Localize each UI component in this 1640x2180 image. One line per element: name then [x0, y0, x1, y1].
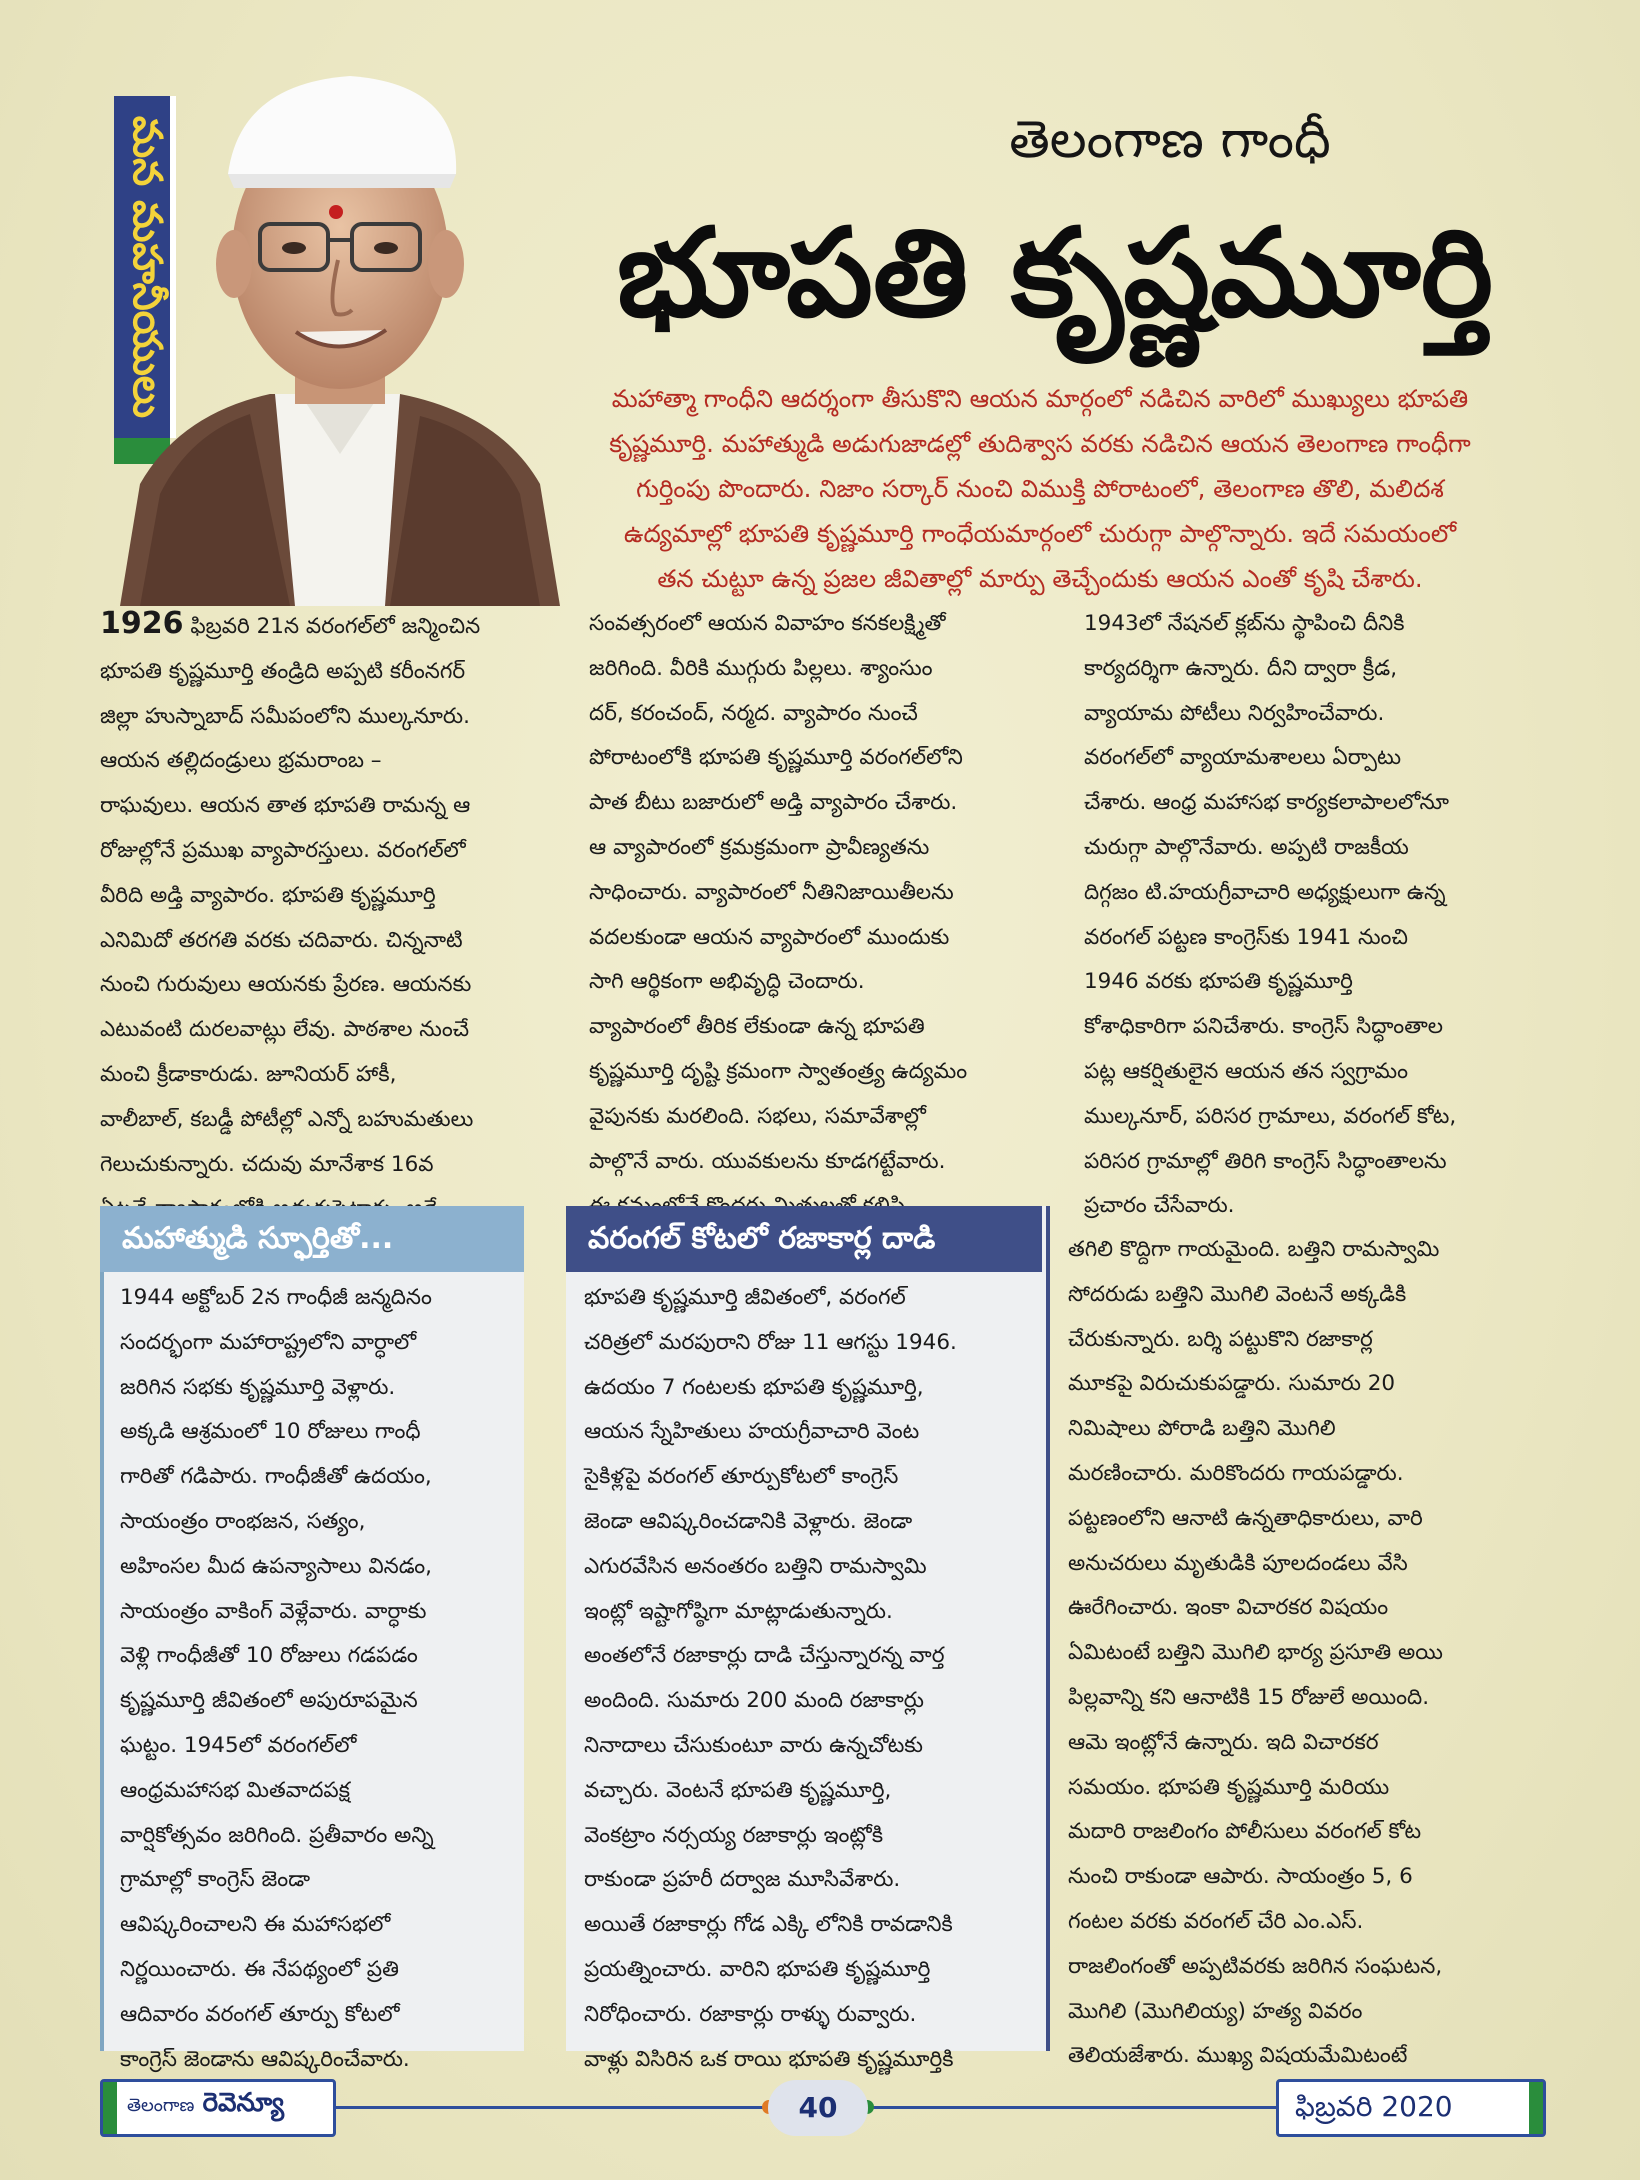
text-line: మదారి రాజలింగం పోలీసులు వరంగల్ కోట	[1068, 1819, 1422, 1845]
text-line: ఆవిష్కరించాలని ఈ మహాసభలో	[120, 1912, 391, 1938]
text-line: ఏమిటంటే బత్తిని మొగిలి భార్య ప్రసూతి అయి	[1068, 1640, 1443, 1666]
portrait-photo	[100, 64, 570, 606]
text-line: సంవత్సరంలో ఆయన వివాహం కనకలక్ష్మితో	[589, 611, 946, 636]
text-line: రోజుల్లోనే ప్రముఖ వ్యాపారస్తులు. వరంగల్‌లో	[100, 837, 466, 863]
text-line	[100, 602, 570, 650]
text-line: గ్రామాల్లో కాంగ్రెస్ జెండా	[120, 1867, 311, 1893]
text-line: గెలుచుకున్నారు. చదువు మానేశాక 16వ	[100, 1151, 434, 1177]
text-line: 1943లో నేషనల్ క్లబ్‌ను స్థాపించి దీనికి	[1084, 611, 1405, 636]
text-line: రాజలింగంతో అప్పటివరకు జరిగిన సంఘటన,	[1068, 1953, 1443, 1979]
text-line: వరంగల్‌లో వ్యాయామశాలలు ఏర్పాటు	[1084, 745, 1402, 771]
text-line: ముల్కనూర్, పరిసర గ్రామాలు, వరంగల్ కోట,	[1084, 1103, 1457, 1129]
text-line: వచ్చారు. వెంటనే భూపతి కృష్ణమూర్తి,	[584, 1777, 892, 1803]
text-line: చేశారు. ఆంధ్ర మహాసభ కార్యకలాపాలలోనూ	[1084, 790, 1449, 816]
text-line: జెండా ఆవిష్కరించడానికి వెళ్లారు. జెండా	[584, 1508, 913, 1534]
text-line: ఘట్టం. 1945లో వరంగల్‌లో	[120, 1732, 357, 1758]
text-line: ప్రయత్నించారు. వారిని భూపతి కృష్ణమూర్తి	[584, 1956, 931, 1982]
drop-year: 1926	[100, 606, 184, 641]
text-line: పట్ల ఆకర్షితులైన ఆయన తన స్వగ్రామం	[1084, 1058, 1409, 1084]
text-line: అయితే రజాకార్లు గోడ ఎక్కి లోనికి రావడానికి	[584, 1912, 953, 1938]
footer-accent	[1529, 2082, 1543, 2134]
intro-line: ఉద్యమాల్లో భూపతి కృష్ణమూర్తి గాంధేయమార్గంలో చురుగ్గా పాల్గొన్నారు. ఇదే సమయంలో	[623, 519, 1457, 548]
text-line: నుంచి రాకుండా ఆపారు. సాయంత్రం 5, 6	[1068, 1864, 1413, 1890]
text-line: గంటల వరకు వరంగల్ చేరి ఎం.ఎస్.	[1068, 1908, 1364, 1934]
text-line: వార్షికోత్సవం జరిగింది. ప్రతీవారం అన్ని	[120, 1822, 434, 1848]
text-line: సమయం. భూపతి కృష్ణమూర్తి మరియు	[1068, 1774, 1390, 1800]
body-column-2	[589, 602, 1049, 1229]
text-line: కార్యదర్శిగా ఉన్నారు. దీని ద్వారా క్రీడ,	[1084, 655, 1398, 681]
text-line: వాలీబాల్, కబడ్డీ పోటీల్లో ఎన్నో బహుమతులు	[100, 1106, 474, 1132]
text-line: ఆమె ఇంట్లోనే ఉన్నారు. ఇది విచారకర	[1068, 1729, 1379, 1755]
text-line: ఆంధ్రమహాసభ మితవాదపక్ష	[120, 1777, 350, 1803]
text-line: కాంగ్రెస్ జెండాను ఆవిష్కరించేవారు.	[120, 2046, 410, 2072]
text-line: సందర్భంగా మహారాష్ట్రలోని వార్ధాలో	[120, 1329, 417, 1355]
box-heading-inspiration: మహాత్ముడి స్ఫూర్తితో...	[100, 1206, 524, 1272]
text-line: ఎనిమిదో తరగతి వరకు చదివారు. చిన్ననాటి	[100, 927, 463, 953]
text-line: పట్టణంలోని ఆనాటి ఉన్నతాధికారులు, వారి	[1068, 1505, 1423, 1531]
text-line: అంతలోనే రజాకార్లు దాడి చేస్తున్నారన్న వార్త	[584, 1643, 945, 1669]
text-line: వీరిది అడ్తి వ్యాపారం. భూపతి కృష్ణమూర్తి	[100, 882, 436, 908]
intro-line: కృష్ణమూర్తి. మహాత్ముడి అడుగుజాడల్లో తుదిశ్వాస వరకు నడిచిన ఆయన తెలంగాణ గాంధీగా	[609, 429, 1471, 458]
footer-accent	[103, 2082, 117, 2134]
text-line: పోరాటంలోకి భూపతి కృష్ణమూర్తి వరంగల్‌లోని	[589, 745, 963, 771]
intro-line: మహాత్మా గాంధీని ఆదర్శంగా తీసుకొని ఆయన మార్గంలో నడిచిన వారిలో ముఖ్యులు భూపతి	[611, 384, 1469, 413]
text-line: పరిసర గ్రామాల్లో తిరిగి కాంగ్రెస్ సిద్ధాంతాలను	[1084, 1148, 1447, 1174]
text-line: ఇంట్లో ఇష్టాగోష్ఠిగా మాట్లాడుతున్నారు.	[584, 1598, 893, 1624]
text-line: ఆదివారం వరంగల్ తూర్పు కోటలో	[120, 2001, 400, 2027]
body-column-3-continued	[1068, 1228, 1528, 2079]
text-line: దిగ్గజం టి.హయగ్రీవాచారి అధ్యక్షులుగా ఉన్న	[1084, 879, 1446, 905]
text-line: వాళ్లు విసిరిన ఒక రాయి భూపతి కృష్ణమూర్తికి	[584, 2046, 954, 2072]
text-line: వెంకట్రాం నర్సయ్య రజాకార్లు ఇంట్లోకి	[584, 1822, 884, 1848]
text-line: గారితో గడిపారు. గాంధీజీతో ఉదయం,	[120, 1464, 432, 1490]
magazine-big: రెవెన్యూ	[202, 2088, 285, 2118]
text-line: సాయంత్రం వాకింగ్ వెళ్లేవారు. వార్ధాకు	[120, 1598, 427, 1624]
box-text-inspiration	[120, 1276, 524, 2082]
text-line: ప్రచారం చేసేవారు.	[1084, 1193, 1235, 1219]
text-line: మొగిలి (మొగిలియ్య) హత్య వివరం	[1068, 1998, 1363, 2024]
text-line: ఆ వ్యాపారంలో క్రమక్రమంగా ప్రావీణ్యతను	[589, 834, 930, 860]
text-line: ఆయన తల్లిదండ్రులు భ్రమరాంబ –	[100, 748, 382, 774]
issue-date-text: ఫిబ్రవరి 2020	[1295, 2090, 1453, 2123]
text-line: అహింసల మీద ఉపన్యాసాలు వినడం,	[120, 1553, 433, 1579]
text-line: జరిగింది. వీరికి ముగ్గురు పిల్లలు. శ్యాంసుం	[589, 655, 933, 681]
text-line: దర్, కరంచంద్, నర్మద. వ్యాపారం నుంచే	[589, 700, 918, 726]
page-number: 40	[768, 2080, 868, 2136]
text-line: నిర్ణయించారు. ఈ నేపథ్యంలో ప్రతి	[120, 1956, 399, 1982]
text-line: తెలియజేశారు. ముఖ్య విషయమేమిటంటే	[1068, 2043, 1408, 2069]
text-line: మూకపై విరుచుకుపడ్డారు. సుమారు 20	[1068, 1371, 1396, 1397]
text-line: 1946 వరకు భూపతి కృష్ణమూర్తి	[1084, 969, 1353, 995]
page-title: భూపతి కృష్ణమూర్తి	[616, 202, 1494, 344]
box-heading-razakar-attack: వరంగల్ కోటలో రజాకార్ల దాడి	[566, 1206, 1042, 1272]
intro-paragraph	[566, 376, 1514, 601]
text-line: వదలకుండా ఆయన వ్యాపారంలో ముందుకు	[589, 924, 950, 950]
text-line: నిరోధించారు. రజాకార్లు రాళ్ళు రువ్వారు.	[584, 2001, 917, 2027]
text-line: వరంగల్ పట్టణ కాంగ్రెస్‌కు 1941 నుంచి	[1084, 924, 1408, 950]
text-line: నిమిషాలు పోరాడి బత్తిని మొగిలి	[1068, 1416, 1336, 1442]
text-line: జరిగిన సభకు కృష్ణమూర్తి వెళ్లారు.	[120, 1374, 396, 1400]
intro-line: గుర్తింపు పొందారు. నిజాం సర్కార్ నుంచి విముక్తి పోరాటంలో, తెలంగాణ తొలి, మలిదశ	[636, 474, 1444, 503]
text-line: చరిత్రలో మరపురాని రోజు 11 ఆగస్టు 1946.	[584, 1329, 957, 1355]
footer-issue-date	[1276, 2079, 1546, 2137]
intro-line: తన చుట్టూ ఉన్న ప్రజల జీవితాల్లో మార్పు తెచ్చేందుకు ఆయన ఎంతో కృషి చేశారు.	[657, 564, 1423, 593]
text-line: సాగి ఆర్థికంగా అభివృద్ధి చెందారు.	[589, 969, 865, 995]
body-column-3	[1084, 602, 1524, 1229]
text-line: 1944 అక్టోబర్ 2న గాంధీజీ జన్మదినం	[120, 1285, 432, 1310]
text-line: భూపతి కృష్ణమూర్తి జీవితంలో, వరంగల్	[584, 1285, 906, 1310]
text-line: అందింది. సుమారు 200 మంది రజాకార్లు	[584, 1688, 924, 1714]
text-line: ఉదయం 7 గంటలకు భూపతి కృష్ణమూర్తి,	[584, 1374, 924, 1400]
text-line: రాకుండా ప్రహరీ దర్వాజ మూసివేశారు.	[584, 1867, 901, 1893]
section-tag-text: మన మహనీయులు	[124, 115, 170, 419]
text-line: రాఘవులు. ఆయన తాత భూపతి రామన్న ఆ	[100, 793, 471, 819]
text-line: సాయంత్రం రాంభజన, సత్యం,	[120, 1508, 366, 1534]
first-line-text: ఫిబ్రవరి 21న వరంగల్‌లో జన్మించిన	[183, 614, 481, 639]
text-line: తగిలి కొద్దిగా గాయమైంది. బత్తిని రామస్వామి	[1068, 1237, 1440, 1262]
text-line: మంచి క్రీడాకారుడు. జూనియర్ హాకీ,	[100, 1061, 397, 1087]
text-line: చేరుకున్నారు. బర్శి పట్టుకొని రజాకార్ల	[1068, 1326, 1373, 1352]
text-line: కృష్ణమూర్తి జీవితంలో అపురూపమైన	[120, 1688, 418, 1714]
text-line: పాత బీటు బజారులో అడ్తి వ్యాపారం చేశారు.	[589, 790, 958, 816]
text-line: పిల్లవాన్ని కని ఆనాటికి 15 రోజులే అయింది.	[1068, 1684, 1430, 1710]
text-line: భూపతి కృష్ణమూర్తి తండ్రిది అప్పటి కరీంనగర్	[100, 658, 466, 684]
text-line: వెళ్లి గాంధీజీతో 10 రోజులు గడపడం	[120, 1643, 418, 1669]
footer-magazine-name	[100, 2079, 336, 2137]
box-text-razakar-attack	[584, 1276, 1044, 2082]
text-line: చురుగ్గా పాల్గొనేవారు. అప్పటి రాజకీయ	[1084, 834, 1409, 860]
footer-magazine-text	[127, 2088, 284, 2124]
text-line: కృష్ణమూర్తి దృష్టి క్రమంగా స్వాతంత్ర్య ఉద్యమం	[589, 1058, 968, 1084]
text-line: సాధించారు. వ్యాపారంలో నీతినిజాయితీలను	[589, 879, 954, 905]
text-line: ఎటువంటి దురలవాట్లు లేవు. పాఠశాల నుంచే	[100, 1017, 470, 1043]
kicker-title: తెలంగాణ గాంధీ	[1009, 110, 1331, 170]
text-line: అక్కడి ఆశ్రమంలో 10 రోజులు గాంధీ	[120, 1419, 421, 1445]
text-line: వ్యాపారంలో తీరిక లేకుండా ఉన్న భూపతి	[589, 1014, 925, 1040]
text-line: నుంచి గురువులు ఆయనకు ప్రేరణ. ఆయనకు	[100, 972, 472, 998]
text-line: కోశాధికారిగా పనిచేశారు. కాంగ్రెస్ సిద్ధాంతాల	[1084, 1014, 1443, 1040]
text-line: ఆయన స్నేహితులు హయగ్రీవాచారి వెంట	[584, 1419, 920, 1445]
text-line: ఎగురవేసిన అనంతరం బత్తిని రామస్వామి	[584, 1553, 927, 1579]
text-line: వ్యాయామ పోటీలు నిర్వహించేవారు.	[1084, 700, 1385, 726]
text-line: మరణించారు. మరికొందరు గాయపడ్డారు.	[1068, 1460, 1404, 1486]
text-line: జిల్లా హుస్నాబాద్ సమీపంలోని ముల్కనూరు.	[100, 703, 470, 729]
text-line: పాల్గొనే వారు. యువకులను కూడగట్టేవారు.	[589, 1148, 946, 1174]
text-line: వైపునకు మరలింది. సభలు, సమావేశాల్లో	[589, 1103, 926, 1129]
text-line: సైకిళ్లపై వరంగల్ తూర్పుకోటలో కాంగ్రెస్	[584, 1464, 899, 1490]
body-column-1	[100, 602, 570, 1232]
text-line: ఊరేగించారు. ఇంకా విచారకర విషయం	[1068, 1595, 1389, 1621]
magazine-small: తెలంగాణ	[127, 2095, 195, 2116]
text-line: అనుచరులు మృతుడికి పూలదండలు వేసి	[1068, 1550, 1408, 1576]
text-line: నినాదాలు చేసుకుంటూ వారు ఉన్నచోటకు	[584, 1732, 923, 1758]
text-line: సోదరుడు బత్తిని మొగిలి వెంటనే అక్కడికి	[1068, 1281, 1407, 1307]
